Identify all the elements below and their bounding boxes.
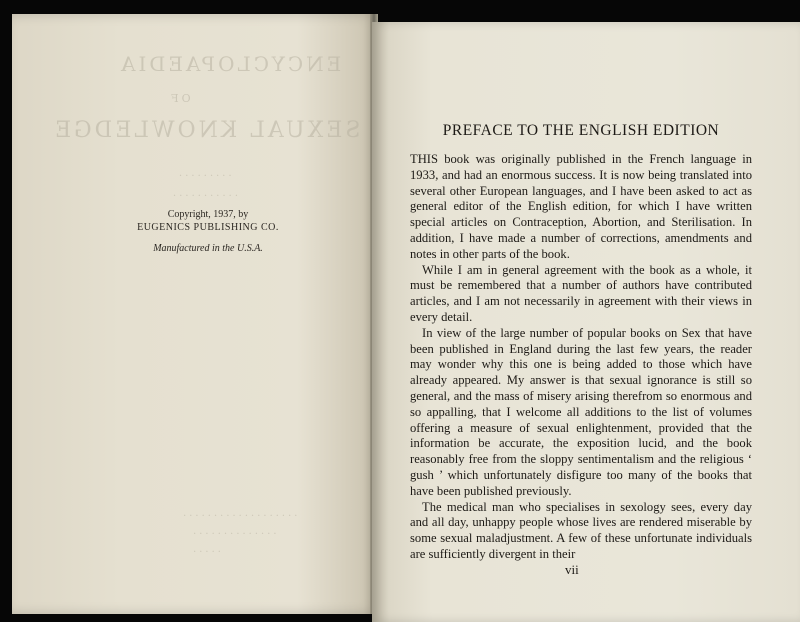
- show-through-text: ...........: [170, 188, 238, 199]
- copyright-line: Copyright, 1937, by: [167, 209, 249, 220]
- preface-paragraph: The medical man who specialises in sexology sees, every day and all day, unhappy people whose lives are rendered miserable by some sexual maladjustment. A few of these unfortunate individuals are sufficiently divergent in their: [410, 499, 752, 561]
- publisher-name: EUGENICS PUBLISHING CO.: [137, 222, 279, 233]
- preface-title: PREFACE TO THE ENGLISH EDITION: [442, 122, 720, 139]
- show-through-text: ..............: [190, 526, 277, 537]
- preface-paragraph: In view of the large number of popular books on Sex that have been published in England during the last few years, the reader may wonder why this one is being added to those which have already appeared. My answer is that sexual ignorance is still so general, and the mass of misery arising therefrom so enormous and so appalling, that I welcome all additions to the list of volumes offering a measure of sexual enlightenment, provided that the information be accurate, the exposition lucid, and the book reasonably free from the sloppy sentimentalism and the religious ‘ gush ’ which unfortunately disfigure too many of the books that have been published previously.: [410, 325, 752, 498]
- preface-paragraph: While I am in general agreement with the book as a whole, it must be remembered that a number of authors have contributed articles, and I am not necessarily in agreement with their views in every detail.: [410, 262, 752, 324]
- show-through-text: .........: [176, 168, 232, 179]
- page-number: vii: [565, 562, 579, 577]
- show-through-text: ...................: [180, 508, 298, 519]
- manufactured-line: Manufactured in the U.S.A.: [153, 243, 263, 254]
- show-through-text: .....: [190, 544, 221, 555]
- preface-text-block: [410, 122, 752, 563]
- left-page: [12, 14, 378, 614]
- copyright-notice: [128, 208, 288, 255]
- show-through-text: OF: [168, 92, 191, 105]
- preface-paragraph: THIS book was originally published in the French language in 1933, and had an enormous success. It is now being translated into several other European languages, and I have been asked to act as general editor of the English edition, for which I have written special articles on Contraception, Abortion, and Sterilisation. In addition, I have made a number of corrections, amendments and notes in other parts of the book.: [410, 152, 752, 261]
- show-through-text: SEXUAL KNOWLEDGE: [52, 118, 361, 143]
- show-through-text: ENCYCLOPAEDIA: [118, 52, 342, 76]
